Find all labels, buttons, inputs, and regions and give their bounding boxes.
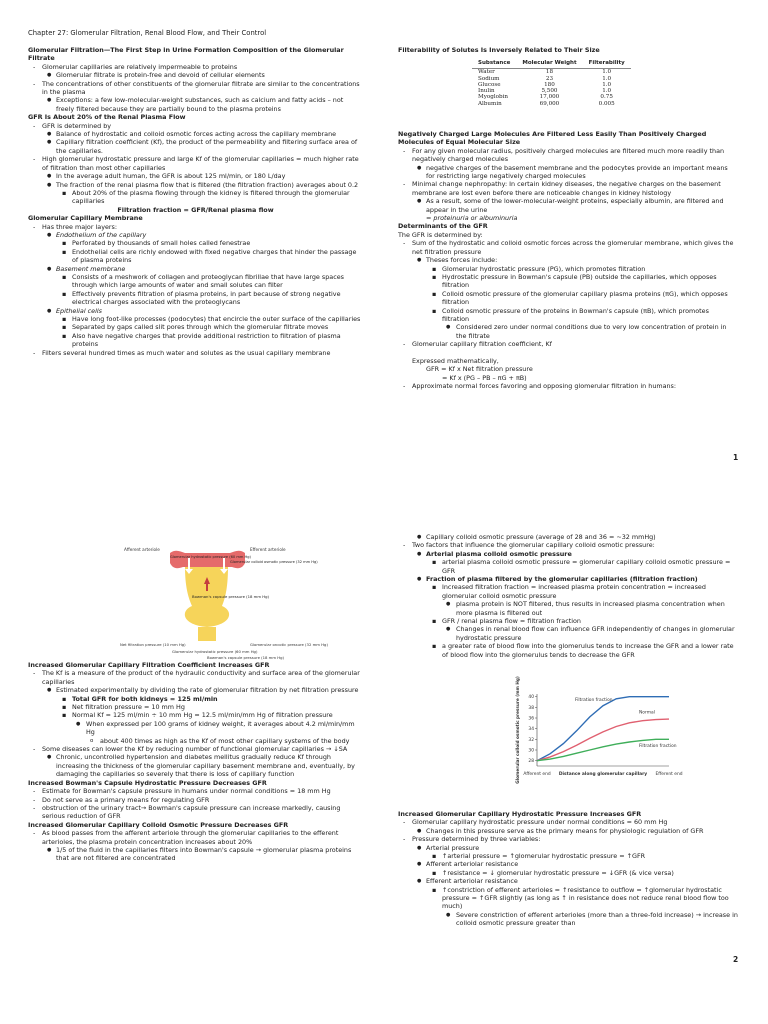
text-line: - obstruction of the urinary tract→ Bowman's capsule pressure can increase markedly, causing serious reduction of GFR — [28, 804, 363, 821]
series-label: Filtration fraction — [575, 697, 613, 703]
text-line: - As blood passes from the afferent arteriole through the glomerular capillaries to the efferent arterioles, the plasma protein concentration increases about 20% — [28, 829, 363, 846]
text-line: ▪ ↑arterial pressure = ↑glomerular hydrostatic pressure = ↑GFR — [398, 852, 738, 860]
page1-left-column — [28, 46, 363, 357]
text-line — [398, 349, 738, 357]
text-line: - For any given molecular radius, positively charged molecules are filtered much more readily than negatively charged molecules — [398, 147, 738, 164]
afferent-label: Afferent arteriole — [124, 547, 160, 552]
table-cell: 5,500 — [541, 88, 558, 95]
svg-text:Glomerular colloid osmotic pre — [230, 560, 318, 564]
text-line: ▪ Glomerular hydrostatic pressure (PG), which promotes filtration — [398, 265, 738, 273]
table-header: Filterability — [583, 60, 631, 69]
series-label: Filtration fraction — [639, 743, 677, 749]
text-line: ● Severe constriction of efferent arterioles (more than a three-fold increase) → increase in colloid osmotic pressure greater than — [398, 911, 738, 928]
table-cell: 180 — [544, 81, 555, 88]
text-line: ▪ Effectively prevents filtration of plasma proteins, in part because of strong negative electrical charges associated with the proteoglycans — [28, 290, 363, 307]
text-line: Glomerular Capillary Membrane — [28, 214, 143, 223]
y-tick-label: 36 — [528, 716, 534, 722]
text-line: ● Arterial pressure — [398, 844, 738, 852]
eq-gop: Glomerular oncotic pressure (32 mm Hg) — [250, 642, 328, 647]
text-line: ▪ About 20% of the plasma flowing through the kidney is filtered through the glomerular capillaries — [28, 189, 363, 206]
efferent-label: Efferent arteriole — [250, 547, 286, 552]
text-line: - Has three major layers: — [28, 223, 363, 231]
text-line: ▪ Normal Kf = 125 ml/min ÷ 10 mm Hg = 12.5 ml/min/mm Hg of filtration pressure — [28, 711, 363, 719]
text-line: ● Capillary colloid osmotic pressure (average of 28 and 36 = ~32 mmHg) — [398, 533, 738, 541]
page-number: 1 — [733, 453, 739, 462]
text-line: - Filters several hundred times as much water and solutes as the usual capillary membrane — [28, 349, 363, 357]
text-line: GFR Is About 20% of the Renal Plasma Flow — [28, 113, 186, 122]
text-line: Filtration fraction = GFR/Renal plasma flow — [117, 205, 274, 214]
text-line: ● The fraction of the renal plasma flow that is filtered (the filtration fraction) averages about 0.2 — [28, 181, 363, 189]
text-line: ● Capillary filtration coefficient (Kf), the product of the permeability and filtering surface area of the capillaries. — [28, 138, 363, 155]
text-line: ● Fraction of plasma filtered by the glomerular capillaries (filtration fraction) — [398, 575, 738, 583]
table-cell: 1.0 — [602, 81, 612, 88]
table-cell: Sodium — [478, 75, 500, 82]
text-line: Glomerular Filtration—The First Step in Urine Formation Composition of the Glomerular Filtrate — [28, 46, 344, 63]
text-line: ● Changes in renal blood flow can influence GFR independently of changes in glomerular hydrostatic pressure — [398, 625, 738, 642]
text-line: ● 1/5 of the fluid in the capillaries filters into Bowman's capsule → glomerular plasma proteins that are not filtered are concentrated — [28, 846, 363, 863]
svg-text:Net filtration pressure (10 mm — [120, 642, 186, 647]
text-line: ● Chronic, uncontrolled hypertension and diabetes mellitus gradually reduce Kf through increasing the thickness of the glomerular capillary basement membrane and, eventually, by damaging the capillaries so severely that there is loss of capillary function — [28, 753, 363, 778]
text-line: ▪ Also have negative charges that provide additional restriction to filtration of plasma proteins — [28, 332, 363, 349]
bcp-label: Bowman's capsule pressure (18 mm Hg) — [192, 594, 269, 599]
svg-text:Afferent arteriole — [124, 547, 160, 552]
ghp-label: Glomerular hydrostatic pressure (60 mm Hg) — [170, 555, 251, 559]
filterability-table — [472, 60, 631, 107]
text-line: ▪ Separated by gaps called slit pores through which the glomerular filtrate moves — [28, 323, 363, 331]
text-line: - Glomerular capillary hydrostatic pressure under normal conditions = 60 mm Hg — [398, 818, 738, 826]
text-line: Increased Glomerular Capillary Hydrostatic Pressure Increases GFR — [398, 810, 642, 818]
table-cell: Albumin — [478, 100, 502, 107]
text-line: ▪ Perforated by thousands of small holes called fenestrae — [28, 239, 363, 247]
page-number: 2 — [733, 955, 739, 964]
page2-right-top — [398, 533, 738, 659]
table-cell: 0.75 — [600, 94, 613, 101]
text-line: - Approximate normal forces favoring and opposing glomerular filtration in humans: — [398, 382, 738, 390]
text-line: ● Efferent arteriolar resistance — [398, 877, 738, 885]
page1-right-column — [398, 130, 738, 391]
text-line: - Minimal change nephropathy: In certain kidney diseases, the negative charges on the basement membrane are lost even before there are noticeable changes in kidney histology — [398, 180, 738, 197]
text-line: = Kf x (PG – PB – πG + πB) — [442, 373, 527, 382]
table-cell: 1.0 — [602, 88, 612, 95]
table-cell: 23 — [545, 75, 554, 82]
eq-nfp: Net filtration pressure (10 mm Hg) — [120, 642, 186, 647]
tubule-shape — [198, 627, 216, 641]
text-line: The GFR is determined by: — [398, 230, 483, 239]
text-line: Increased Bowman's Capsule Hydrostatic Pressure Decreases GFR — [28, 778, 267, 787]
table-cell: Water — [478, 69, 495, 76]
text-line: - Sum of the hydrostatic and colloid osmotic forces across the glomerular membrane, which gives the net filtration pressure — [398, 239, 738, 256]
text-line: ● Theses forces include: — [398, 256, 738, 264]
text-line: - The concentrations of other constituents of the glomerular filtrate are similar to the concentrations in the plasma — [28, 80, 363, 97]
text-line: ● Balance of hydrostatic and colloid osmotic forces acting across the capillary membrane — [28, 130, 363, 138]
colloid-osmotic-chart — [497, 676, 683, 798]
text-line: ● Epithelial cells — [28, 307, 363, 315]
table-cell: 1.0 — [602, 75, 612, 82]
text-line: ● Endothelium of the capillary — [28, 231, 363, 239]
text-line: ● plasma protein is NOT filtered, thus results in increased plasma concentration when more plasma is filtered out — [398, 600, 738, 617]
page2-right-bottom — [398, 810, 738, 928]
series-line-2 — [537, 739, 669, 760]
text-line: Increased Glomerular Capillary Colloid Osmotic Pressure Decreases GFR — [28, 820, 289, 829]
text-line: - The Kf is a measure of the product of the hydraulic conductivity and surface area of the glomerular capillaries — [28, 669, 363, 686]
text-line: ▪ Increased filtration fraction = increased plasma protein concentration = increased glomerular colloid osmotic pressure — [398, 583, 738, 600]
text-line: ▪ ↑resistance = ↓ glomerular hydrostatic pressure = ↓GFR (& vice versa) — [398, 869, 738, 877]
text-line: - Glomerular capillary filtration coefficient, Kf — [398, 340, 738, 348]
table-cell: Glucose — [478, 81, 501, 88]
text-line: Negatively Charged Large Molecules Are Filtered Less Easily Than Positively Charged Molecules of Equal Molecular Size — [398, 130, 707, 147]
text-line: ● Considered zero under normal conditions due to very low concentration of protein in the filtrate — [398, 323, 738, 340]
text-line: ▪ Colloid osmotic pressure of the proteins in Bowman's capsule (πB), which promotes filtration — [398, 307, 738, 324]
text-line: ● Estimated experimentally by dividing the rate of glomerular filtration by net filtration pressure — [28, 686, 363, 694]
bowmans-capsule-diagram — [110, 541, 328, 661]
table-header: Molecular Weight — [516, 60, 582, 69]
text-line: ● Afferent arteriolar resistance — [398, 860, 738, 868]
table-cell: 0.005 — [598, 100, 615, 107]
text-line: - Glomerular capillaries are relatively impermeable to proteins — [28, 63, 363, 71]
series-line-0 — [537, 697, 669, 761]
text-line: ▪ GFR / renal plasma flow = filtration fraction — [398, 617, 738, 625]
svg-text:Glomerular hydrostatic pressur — [172, 649, 258, 654]
series-label: Normal — [639, 710, 655, 716]
table-cell: Inulin — [478, 88, 495, 95]
text-line: - High glomerular hydrostatic pressure and large Kf of the glomerular capillaries = much higher rate of filtration than most other capillaries — [28, 155, 363, 172]
text-line: - Two factors that influence the glomerular capillary colloid osmotic pressure: — [398, 541, 738, 549]
text-line: = proteinuria or albuminuria — [426, 214, 518, 223]
text-line: ▪ Consists of a meshwork of collagen and proteoglycan fibrillae that have large spaces through which large amounts of water and small solutes can filter — [28, 273, 363, 290]
text-line: ● Exceptions: a few low-molecular-weight substances, such as calcium and fatty acids – not freely filtered because they are partially bound to the plasma proteins — [28, 96, 363, 113]
svg-text:Glomerular oncotic pressure (3 — [250, 642, 328, 647]
text-line: ● Changes in this pressure serve as the primary means for physiologic regulation of GFR — [398, 827, 738, 835]
text-line: ● In the average adult human, the GFR is about 125 ml/min, or 180 L/day — [28, 172, 363, 180]
text-line: - Some diseases can lower the Kf by reducing number of functional glomerular capillaries → ↓SA — [28, 745, 363, 753]
svg-text:Bowman's capsule pressure (18 — [192, 594, 269, 599]
eq-bcp: Bowman's capsule pressure (18 mm Hg) — [207, 655, 284, 660]
text-line: ▪ a greater rate of blood flow into the glomerulus tends to increase the GFR and a lower rate of blood flow into the glomerulus tends to decrease the GFR — [398, 642, 738, 659]
text-line: Determinants of the GFR — [398, 222, 488, 231]
text-line: ▪ Colloid osmotic pressure of the glomerular capillary plasma proteins (πG), which opposes filtration — [398, 290, 738, 307]
table-cell: 1.0 — [602, 69, 612, 76]
page2-left-column — [28, 661, 363, 863]
text-line: ● Basement membrane — [28, 265, 363, 273]
gcop-label: Glomerular colloid osmotic pressure (32 mm Hg) — [230, 560, 318, 564]
table-row — [472, 94, 631, 100]
text-line: o about 400 times as high as the Kf of most other capillary systems of the body — [28, 737, 363, 745]
table-row — [472, 76, 631, 82]
table-cell: 69,000 — [539, 100, 560, 107]
table-header: Substance — [472, 60, 516, 69]
page1-title: Chapter 27: Glomerular Filtration, Renal Blood Flow, and Their Control — [28, 29, 267, 37]
table-cell: 17,000 — [539, 94, 560, 101]
y-tick-label: 34 — [528, 727, 534, 733]
eq-ghp: Glomerular hydrostatic pressure (60 mm Hg) — [172, 649, 258, 654]
text-line: - GFR is determined by — [28, 122, 363, 130]
text-line: ● negative charges of the basement membrane and the podocytes provide an important means for restricting large negatively charged molecules — [398, 164, 738, 181]
text-line: ▪ arterial plasma colloid osmotic pressure = glomerular capillary colloid osmotic pressure = GFR — [398, 558, 738, 575]
text-line: ▪ Hydrostatic pressure in Bowman's capsule (PB) outside the capillaries, which opposes filtration — [398, 273, 738, 290]
text-line: - Estimate for Bowman's capsule pressure in humans under normal conditions = 18 mm Hg — [28, 787, 363, 795]
table-row — [472, 69, 631, 76]
x-tick-label: Afferent end — [523, 772, 551, 777]
text-line: ● Arterial plasma colloid osmotic pressure — [398, 550, 738, 558]
y-tick-label: 32 — [528, 737, 534, 743]
text-line: ● Glomerular filtrate is protein-free and devoid of cellular elements — [28, 71, 363, 79]
text-line: ▪ Endothelial cells are richly endowed with fixed negative charges that hinder the passage of plasma proteins — [28, 248, 363, 265]
text-line: - Do not serve as a primary means for regulating GFR — [28, 796, 363, 804]
text-line: ● As a result, some of the lower-molecular-weight proteins, especially albumin, are filtered and appear in the urine — [398, 197, 738, 214]
text-line: Increased Glomerular Capillary Filtration Coefficient Increases GFR — [28, 661, 270, 669]
filterability-heading: Filterability of Solutes Is Inversely Related to Their Size — [398, 46, 600, 54]
text-line: ● When expressed per 100 grams of kidney weight, it averages about 4.2 ml/min/mm Hg — [28, 720, 363, 737]
text-line: ▪ Net filtration pressure = 10 mm Hg — [28, 703, 363, 711]
text-line: ▪ ↑constriction of efferent arterioles = ↑resistance to outflow = ↑glomerular hydrostatic pressure = ↑GFR slightly (as long as ↑ in resistance does not reduce renal blood flow too much) — [398, 886, 738, 911]
text-line: GFR = Kf x Net filtration pressure — [426, 365, 533, 374]
y-tick-label: 40 — [528, 695, 534, 701]
y-axis-label: Glomerular colloid osmotic pressure (mm Hg) — [515, 676, 520, 784]
svg-text:Efferent arteriole — [250, 547, 286, 552]
text-line: ▪ Have long foot-like processes (podocytes) that encircle the outer surface of the capillaries — [28, 315, 363, 323]
table-cell: 18 — [545, 69, 554, 76]
text-line: ▪ Total GFR for both kidneys = 125 ml/min — [28, 695, 363, 703]
text-line: Expressed mathematically, — [412, 356, 499, 365]
svg-text:Glomerular hydrostatic pressur — [170, 555, 251, 559]
svg-text:Bowman's capsule pressure (18 — [207, 655, 284, 660]
table-cell: Myoglobin — [478, 94, 508, 101]
table-row — [472, 101, 631, 107]
text-line: - Pressure determined by three variables: — [398, 835, 738, 843]
y-tick-label: 30 — [528, 748, 534, 754]
y-tick-label: 28 — [528, 759, 534, 765]
x-tick-label: Efferent end — [655, 772, 683, 777]
x-axis-label: Distance along glomerular capillary — [558, 772, 648, 777]
y-tick-label: 38 — [528, 705, 534, 711]
